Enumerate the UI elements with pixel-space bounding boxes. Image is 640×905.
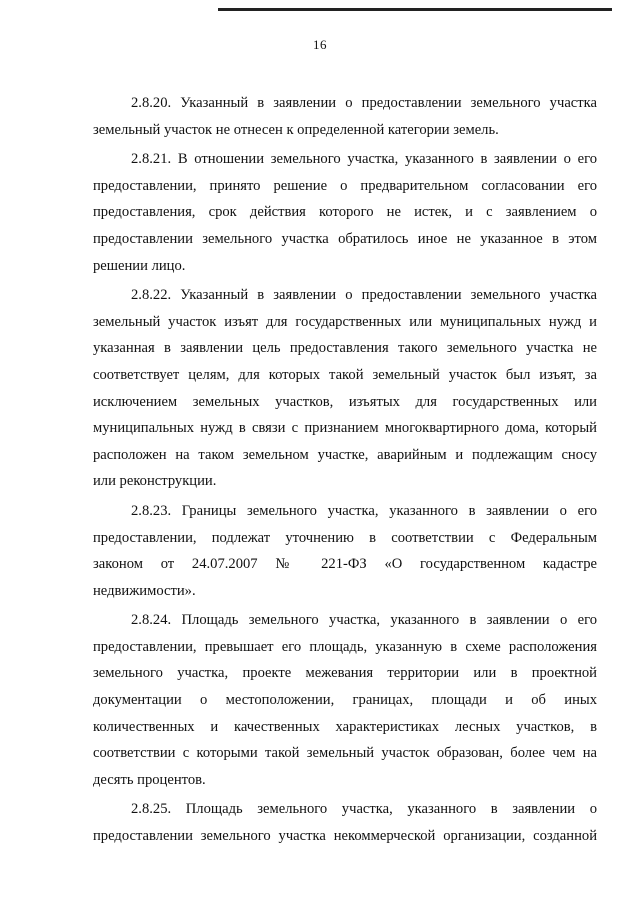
page-number: 16 — [313, 37, 327, 52]
text-line: 2.8.21. В отношении земельного участка, указанного в заявлении о его — [131, 151, 597, 168]
text-line: 2.8.22. Указанный в заявлении о предоставлении земельного участка — [131, 287, 597, 304]
paragraph-2-8-25 — [93, 796, 597, 849]
text-line: исключением земельных участков, изъятых для государственных или — [93, 393, 597, 410]
text-line: недвижимости». — [93, 582, 196, 599]
text-line: количественных и качественных характеристиках лесных участков, в — [93, 718, 597, 735]
text-line: соответствует целям, для которых такой земельный участок был изъят, за — [93, 366, 597, 383]
text-line: 2.8.23. Границы земельного участка, указанного в заявлении о его — [131, 502, 597, 519]
text-line: предоставлении земельного участка обратилось иное не указанное в этом — [93, 230, 597, 247]
paragraph-2-8-23 — [93, 498, 597, 604]
text-line: решении лицо. — [93, 257, 186, 274]
text-line: предоставлении, подлежат уточнению в соответствии с Федеральным — [93, 529, 597, 546]
text-line: земельного участка, проекте межевания территории или в проектной — [93, 665, 597, 682]
text-line: или реконструкции. — [93, 473, 217, 490]
text-line: законом от 24.07.2007 № 221-ФЗ «О государственном кадастре — [93, 556, 597, 573]
paragraph-2-8-21 — [93, 146, 597, 279]
top-rule — [218, 8, 612, 11]
text-line: расположен на таком земельном участке, аварийным и подлежащим сносу — [93, 446, 597, 463]
text-line: десять процентов. — [93, 771, 206, 788]
text-line: указанная в заявлении цель предоставления такого земельного участка не — [93, 340, 597, 357]
text-line: 2.8.20. Указанный в заявлении о предоставлении земельного участка — [131, 95, 597, 111]
text-line: предоставлении земельного участка некоммерческой организации, созданной — [93, 828, 597, 845]
paragraph-2-8-22 — [93, 282, 597, 495]
text-line: предоставления, срок действия которого не истек, и с заявлением о — [93, 204, 597, 221]
text-line: земельный участок изъят для государственных или муниципальных нужд и — [93, 313, 597, 330]
paragraph-2-8-20 — [93, 90, 597, 143]
text-line: соответствии с которыми такой земельный участок образован, более чем на — [93, 745, 597, 762]
text-line: муниципальных нужд в связи с признанием многоквартирного дома, который — [93, 420, 597, 437]
document-body — [93, 90, 597, 853]
text-line: земельный участок не отнесен к определенной категории земель. — [93, 121, 499, 138]
text-line: предоставлении, принято решение о предварительном согласовании его — [93, 177, 597, 194]
paragraph-2-8-24 — [93, 607, 597, 793]
text-line: 2.8.25. Площадь земельного участка, указанного в заявлении о — [131, 801, 597, 818]
text-line: предоставлении, превышает его площадь, указанную в схеме расположения — [93, 638, 597, 655]
text-line: документации о местоположении, границах, площади и об иных — [93, 692, 597, 709]
text-line: 2.8.24. Площадь земельного участка, указанного в заявлении о его — [131, 612, 597, 629]
